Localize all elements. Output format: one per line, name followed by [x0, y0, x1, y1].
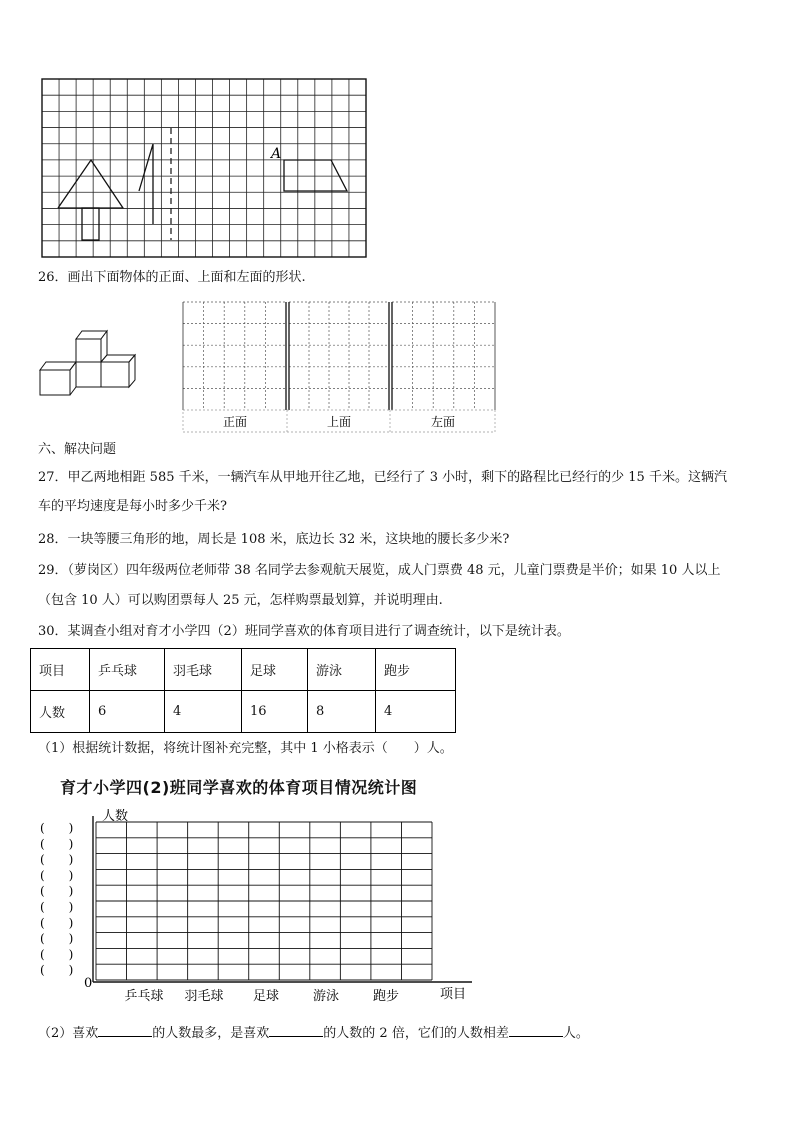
point-a-label: A	[271, 146, 282, 162]
section-6-title: 六、解决问题	[38, 442, 117, 457]
table-cell: 足球	[242, 649, 308, 691]
y-tick-placeholder[interactable]: ( )	[40, 931, 74, 946]
table-row	[31, 691, 456, 733]
view-label-left: 左面	[430, 415, 456, 429]
y-tick-placeholder[interactable]: ( )	[40, 947, 74, 962]
table-cell: 项目	[31, 649, 90, 691]
x-tick-label: 跑步	[372, 989, 400, 1004]
question-27-line1: 27．甲乙两地相距 585 千米，一辆汽车从甲地开往乙地，已经行了 3 小时，剩下的路程比已经行的少 15 千米。这辆汽	[38, 470, 727, 485]
sub2-part-3: 的人数的 2 倍，它们的人数相差	[323, 1026, 509, 1041]
table-cell: 乒乓球	[90, 649, 165, 691]
table-cell: 人数	[31, 691, 90, 733]
table-cell: 游泳	[308, 649, 376, 691]
view-label-top: 上面	[326, 415, 352, 429]
y-tick-placeholder[interactable]: ( )	[40, 821, 74, 835]
shape-grid-figure	[41, 78, 367, 260]
sub2-part-4: 人。	[562, 1026, 589, 1041]
question-30-sub2	[38, 1024, 589, 1042]
chart-title: 育才小学四(2)班同学喜欢的体育项目情况统计图	[60, 778, 418, 797]
y-tick-placeholder[interactable]: ( )	[40, 963, 74, 978]
table-cell: 16	[242, 691, 308, 733]
trapezoid-shape	[284, 160, 347, 191]
y-axis-label: 人数	[102, 809, 129, 824]
question-27-line2: 车的平均速度是每小时多少千米?	[38, 499, 227, 514]
y-tick-placeholder[interactable]: ( )	[40, 852, 74, 867]
y-tick-placeholder[interactable]: ( )	[40, 836, 74, 851]
table-cell: 羽毛球	[165, 649, 242, 691]
y-tick-placeholder[interactable]: ( )	[40, 915, 74, 930]
question-30: 30．某调查小组对育才小学四（2）班同学喜欢的体育项目进行了调查统计，以下是统计表。	[38, 624, 570, 639]
x-tick-label: 游泳	[312, 989, 340, 1004]
question-29-line1: 29．（萝岗区）四年级两位老师带 38 名同学去参观航天展览，成人门票费 48 元，儿童门票费是半价；如果 10 人以上	[38, 563, 721, 578]
sub2-part-1: （2）喜欢	[38, 1026, 99, 1041]
views-grid	[183, 302, 497, 434]
x-axis-label: 项目	[440, 987, 467, 1002]
cube-figure	[38, 325, 138, 397]
table-header-row	[31, 649, 456, 691]
y-tick-placeholder[interactable]: ( )	[40, 868, 74, 883]
statistics-table	[30, 648, 456, 733]
question-30-sub1: （1）根据统计数据，将统计图补充完整，其中 1 小格表示（ ）人。	[38, 741, 453, 756]
table-cell: 6	[90, 691, 165, 733]
x-tick-label: 羽毛球	[184, 989, 224, 1004]
table-cell: 8	[308, 691, 376, 733]
answer-blank-most[interactable]	[98, 1024, 152, 1037]
answer-blank-double[interactable]	[269, 1024, 323, 1037]
question-26: 26．画出下面物体的正面、上面和左面的形状.	[38, 270, 306, 285]
table-cell: 4	[165, 691, 242, 733]
question-29-line2: （包含 10 人）可以购团票每人 25 元，怎样购票最划算，并说明理由.	[38, 593, 443, 608]
y-tick-placeholder[interactable]: ( )	[40, 884, 74, 899]
origin-label: 0	[84, 976, 93, 991]
triangle-shape	[58, 160, 123, 208]
x-tick-label: 足球	[252, 989, 280, 1004]
answer-blank-difference[interactable]	[509, 1024, 563, 1037]
table-cell: 4	[376, 691, 456, 733]
table-cell: 跑步	[376, 649, 456, 691]
question-28: 28．一块等腰三角形的地，周长是 108 米，底边长 32 米，这块地的腰长多少米?	[38, 532, 510, 547]
x-tick-label: 乒乓球	[124, 989, 164, 1004]
bar-chart	[36, 804, 476, 1004]
view-label-front: 正面	[222, 415, 248, 429]
sub2-part-2: 的人数最多，是喜欢	[152, 1026, 270, 1041]
rectangle-stem-shape	[82, 208, 99, 240]
half-shape	[139, 144, 153, 224]
y-tick-placeholder[interactable]: ( )	[40, 900, 74, 914]
